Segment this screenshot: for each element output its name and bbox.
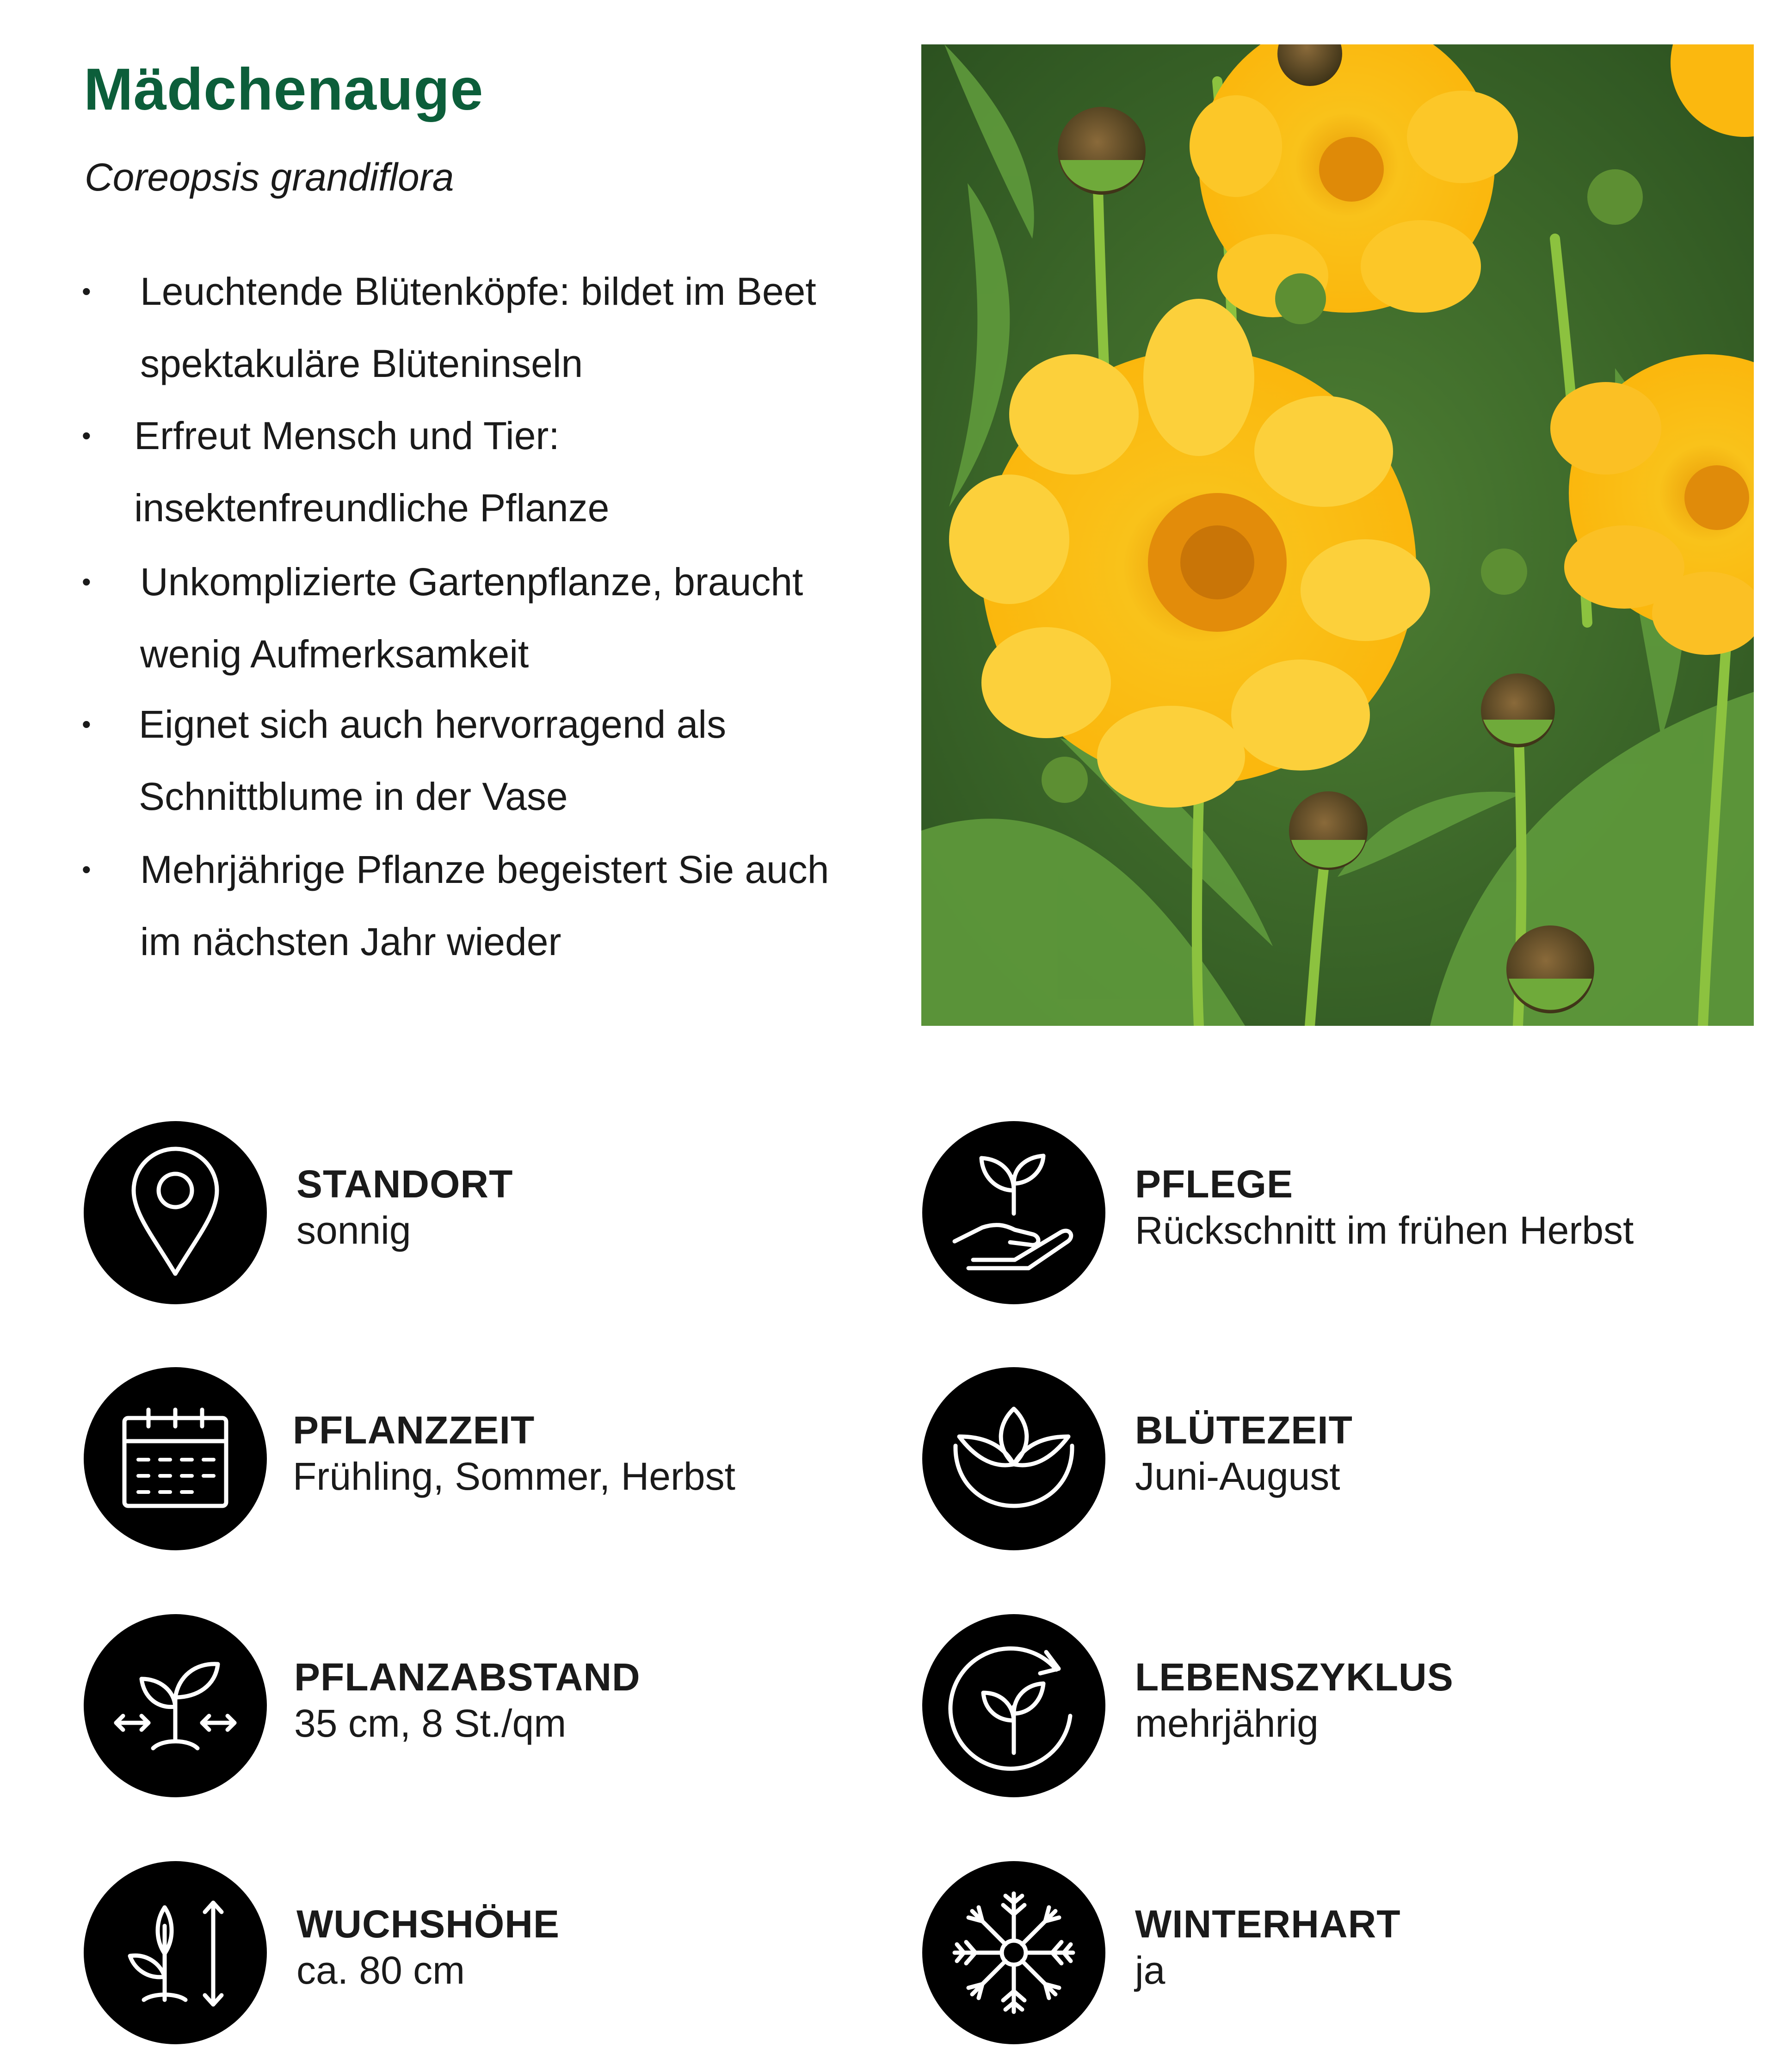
calendar-icon	[84, 1367, 267, 1550]
feature-title: PFLEGE	[1135, 1162, 1294, 1206]
feature-lebenszyklus	[922, 1614, 1708, 1799]
bullet-icon: •	[82, 855, 91, 884]
lotus-flower-icon	[922, 1367, 1105, 1550]
plant-spacing-icon	[84, 1614, 267, 1797]
feature-value: 35 cm, 8 St./qm	[294, 1702, 567, 1745]
feature-title: BLÜTEZEIT	[1135, 1408, 1353, 1452]
hand-seedling-icon	[922, 1121, 1105, 1304]
bullet-icon: •	[82, 421, 91, 450]
list-item: • Mehrjährige Pflanze begeistert Sie auch im nächsten Jahr wieder	[140, 833, 829, 978]
plant-height-icon	[84, 1861, 267, 2044]
feature-title: PFLANZZEIT	[293, 1408, 535, 1452]
feature-title: WUCHSHÖHE	[296, 1902, 560, 1946]
list-item: • Unkomplizierte Gartenpflanze, braucht wenig Aufmerksamkeit	[140, 546, 803, 690]
feature-title: WINTERHART	[1135, 1902, 1401, 1946]
product-photo	[921, 44, 1754, 1026]
feature-winterhart	[922, 1861, 1708, 2046]
list-item: • Leuchtende Blütenköpfe: bildet im Beet spektakuläre Blüteninseln	[140, 255, 816, 400]
feature-title: PFLANZABSTAND	[294, 1655, 641, 1699]
snowflake-icon	[922, 1861, 1105, 2044]
feature-standort	[84, 1121, 870, 1306]
feature-value: mehrjährig	[1135, 1702, 1319, 1745]
feature-value: ca. 80 cm	[296, 1949, 465, 1992]
feature-value: Juni-August	[1135, 1455, 1340, 1498]
feature-value: sonnig	[296, 1209, 411, 1252]
location-pin-icon	[84, 1121, 267, 1304]
life-cycle-icon	[922, 1614, 1105, 1797]
feature-pflege	[922, 1121, 1708, 1306]
page-title: Mädchenauge	[84, 56, 484, 123]
botanical-name: Coreopsis grandiflora	[85, 155, 454, 199]
list-item: • Erfreut Mensch und Tier: insektenfreundliche Pflanze	[134, 400, 609, 544]
bullet-icon: •	[82, 277, 91, 306]
feature-value: ja	[1135, 1949, 1166, 1992]
feature-wuchshoehe	[84, 1861, 870, 2046]
feature-bluetezeit	[922, 1367, 1708, 1552]
feature-title: STANDORT	[296, 1162, 513, 1206]
feature-value: Frühling, Sommer, Herbst	[293, 1455, 735, 1498]
feature-pflanzzeit	[84, 1367, 870, 1552]
list-item: • Eignet sich auch hervorragend als Schnittblume in der Vase	[139, 688, 726, 832]
feature-value: Rückschnitt im frühen Herbst	[1135, 1209, 1634, 1252]
bullet-icon: •	[82, 567, 91, 596]
feature-pflanzabstand	[84, 1614, 870, 1799]
feature-title: LEBENSZYKLUS	[1135, 1655, 1454, 1699]
bullet-icon: •	[82, 709, 91, 739]
